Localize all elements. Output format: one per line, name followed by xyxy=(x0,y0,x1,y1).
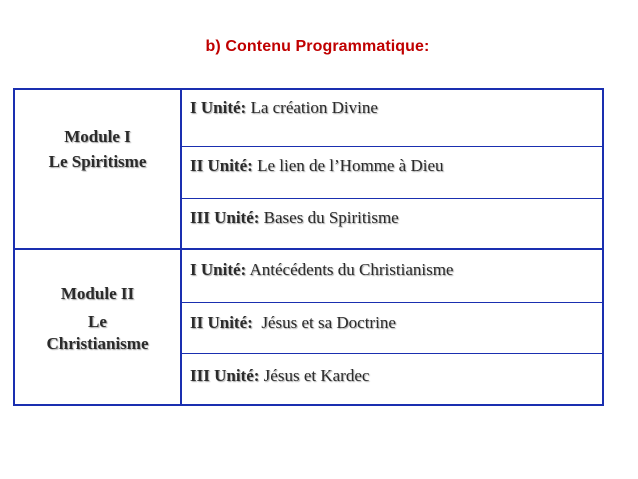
program-table xyxy=(13,88,604,406)
unit-label: II Unité: xyxy=(190,313,253,332)
row-divider xyxy=(180,353,602,354)
unit-text: Jésus et sa Doctrine xyxy=(257,313,396,332)
unit-text: Bases du Spiritisme xyxy=(263,208,399,227)
section-heading xyxy=(0,38,638,56)
unit-label: III Unité: xyxy=(190,208,260,227)
module-2-line1: Module II xyxy=(60,284,135,303)
module-1-unit-3 xyxy=(190,208,399,228)
module-2-unit-3 xyxy=(190,366,369,386)
unit-label: III Unité: xyxy=(190,366,260,385)
module-divider xyxy=(15,248,602,250)
column-divider xyxy=(180,90,182,404)
unit-text: Antécédents du Christianisme xyxy=(249,260,454,279)
section-heading-text: b) Contenu Programmatique: xyxy=(205,38,430,55)
unit-label: I Unité: xyxy=(190,260,247,279)
module-2-unit-2 xyxy=(190,313,396,333)
module-1-unit-1 xyxy=(190,98,378,118)
module-2-line3: Christianisme xyxy=(46,334,149,353)
module-1-unit-2 xyxy=(190,156,444,176)
unit-text: Le lien de l’Homme à Dieu xyxy=(257,156,444,175)
row-divider xyxy=(180,302,602,303)
unit-label: I Unité: xyxy=(190,98,247,117)
module-2-title xyxy=(15,283,180,355)
unit-label: II Unité: xyxy=(190,156,253,175)
row-divider xyxy=(180,146,602,147)
unit-text: La création Divine xyxy=(250,98,378,117)
module-1-title xyxy=(15,126,180,173)
module-2-line2: Le xyxy=(88,312,107,331)
module-1-line2: Le Spiritisme xyxy=(48,152,147,171)
row-divider xyxy=(180,198,602,199)
unit-text: Jésus et Kardec xyxy=(263,366,370,385)
module-1-line1: Module I xyxy=(64,127,131,146)
module-2-unit-1 xyxy=(190,260,453,280)
